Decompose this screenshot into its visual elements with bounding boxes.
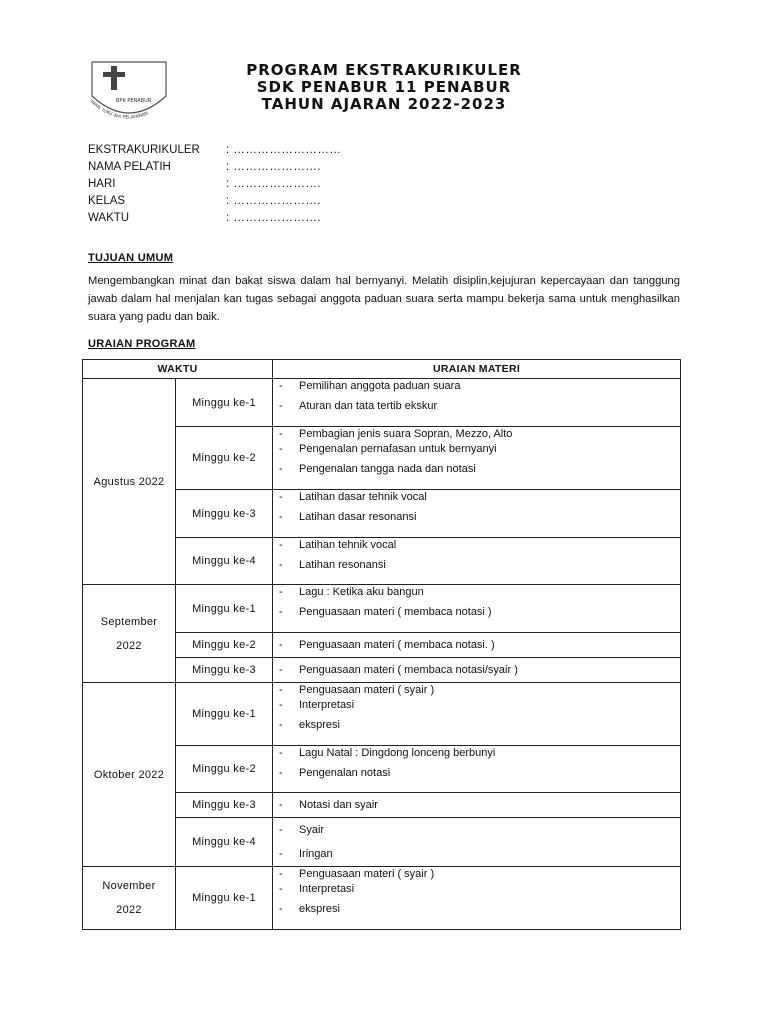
table-header-row bbox=[83, 360, 681, 379]
week-cell: Minggu ke-1 bbox=[176, 867, 273, 930]
materi-item: ekspresi bbox=[299, 719, 340, 731]
materi-cell: - Pembagian jenis suara Sopran, Mezzo, Alto - Pengenalan pernafasan untuk bernyanyi - Pengenalan tangga nada dan notasi bbox=[273, 427, 681, 490]
materi-item: Penguasaan materi ( membaca notasi ) bbox=[299, 606, 492, 618]
week-cell: Minggu ke-4 bbox=[176, 538, 273, 585]
info-label: HARI bbox=[88, 178, 116, 190]
materi-item: Pemilihan anggota paduan suara bbox=[299, 380, 461, 392]
month-cell bbox=[83, 867, 176, 930]
materi-item: Notasi dan syair bbox=[299, 799, 378, 811]
info-row bbox=[88, 210, 341, 227]
info-fields bbox=[88, 142, 341, 227]
week-cell: Minggu ke-3 bbox=[176, 490, 273, 538]
month-year: 2022 bbox=[116, 639, 142, 652]
month-year: 2022 bbox=[116, 904, 142, 916]
week-cell: Minggu ke-4 bbox=[176, 818, 273, 867]
info-value: : …………………. bbox=[226, 195, 322, 207]
info-label: EKSTRAKURIKULER bbox=[88, 144, 200, 156]
materi-item: Penguasaan materi ( syair ) bbox=[299, 684, 435, 696]
materi-cell: - Penguasaan materi ( membaca notasi. ) bbox=[273, 633, 681, 658]
col-materi-header: URAIAN MATERI bbox=[273, 360, 681, 379]
info-row bbox=[88, 176, 341, 193]
week-cell: Minggu ke-3 bbox=[176, 793, 273, 818]
info-value: : …………………. bbox=[226, 178, 322, 190]
week-cell: Minggu ke-1 bbox=[176, 683, 273, 746]
info-label: WAKTU bbox=[88, 212, 130, 224]
month-cell bbox=[83, 585, 176, 683]
materi-cell: - Lagu : Ketika aku bangun - Penguasaan materi ( membaca notasi ) bbox=[273, 585, 681, 633]
week-cell: Minggu ke-2 bbox=[176, 633, 273, 658]
materi-cell: - Lagu Natal : Dingdong lonceng berbunyi - Pengenalan notasi bbox=[273, 746, 681, 793]
program-table bbox=[82, 359, 681, 930]
info-value: : ……………………… bbox=[226, 144, 342, 156]
materi-item: Pengenalan notasi bbox=[299, 767, 391, 779]
month-cell: Agustus 2022 bbox=[83, 379, 176, 585]
info-label: NAMA PELATIH bbox=[88, 161, 171, 173]
month-name: September bbox=[100, 615, 158, 628]
materi-item: Pembagian jenis suara Sopran, Mezzo, Alto bbox=[299, 428, 513, 440]
materi-cell: - Penguasaan materi ( syair ) - Interpretasi - ekspresi bbox=[273, 867, 681, 930]
materi-item: Penguasaan materi ( syair ) bbox=[299, 868, 435, 880]
materi-item: Penguasaan materi ( membaca notasi/syair ) bbox=[299, 664, 518, 676]
materi-item: Latihan dasar tehnik vocal bbox=[299, 491, 427, 503]
materi-cell: - Latihan dasar tehnik vocal - Latihan dasar resonansi bbox=[273, 490, 681, 538]
materi-item: Pengenalan tangga nada dan notasi bbox=[299, 463, 476, 475]
materi-item: Latihan tehnik vocal bbox=[299, 539, 397, 551]
tujuan-text: Mengembangkan minat dan bakat siswa dalam hal bernyanyi. Melatih disiplin,kejujuran kepercayaan dan tanggung jawab dalam hal menjalan kan tugas sebagai anggota paduan suara serta mampu bekerja sama untuk menghasilkan suara yang padu dan baik. bbox=[88, 275, 680, 323]
info-value: : …………………. bbox=[226, 161, 322, 173]
week-cell: Minggu ke-1 bbox=[176, 585, 273, 633]
table-row bbox=[83, 867, 681, 930]
tujuan-heading: TUJUAN UMUM bbox=[88, 252, 174, 264]
materi-item: Lagu : Ketika aku bangun bbox=[299, 586, 424, 598]
table-row bbox=[83, 379, 681, 427]
materi-item: Syair bbox=[299, 824, 325, 836]
materi-cell: - Penguasaan materi ( membaca notasi/syair ) bbox=[273, 658, 681, 683]
materi-item: Iringan bbox=[299, 848, 333, 860]
uraian-heading: URAIAN PROGRAM bbox=[88, 338, 196, 350]
materi-cell: - Latihan tehnik vocal - Latihan resonansi bbox=[273, 538, 681, 585]
materi-cell: - Notasi dan syair bbox=[273, 793, 681, 818]
materi-cell: - Syair - Iringan bbox=[273, 818, 681, 867]
info-row bbox=[88, 142, 341, 159]
materi-cell: - Penguasaan materi ( syair ) - Interpretasi - ekspresi bbox=[273, 683, 681, 746]
materi-cell: - Pemilihan anggota paduan suara - Aturan dan tata tertib ekskur bbox=[273, 379, 681, 427]
logo-text-arc: IMAN, ILMU dan PELAYANAN bbox=[88, 99, 150, 121]
materi-item: Lagu Natal : Dingdong lonceng berbunyi bbox=[299, 747, 496, 759]
materi-item: Interpretasi bbox=[299, 699, 355, 711]
materi-item: Latihan resonansi bbox=[299, 559, 386, 571]
title-line-3: TAHUN AJARAN 2022-2023 bbox=[261, 95, 507, 113]
info-value: : …………………. bbox=[226, 212, 322, 224]
materi-item: Penguasaan materi ( membaca notasi. ) bbox=[299, 639, 495, 651]
week-cell: Minggu ke-2 bbox=[176, 427, 273, 490]
title-line-1: PROGRAM EKSTRAKURIKULER bbox=[246, 61, 522, 79]
materi-item: Aturan dan tata tertib ekskur bbox=[299, 400, 438, 412]
materi-item: Latihan dasar resonansi bbox=[299, 511, 417, 523]
month-name: November bbox=[102, 880, 156, 892]
title-line-2: SDK PENABUR 11 PENABUR bbox=[256, 78, 512, 96]
col-waktu-header: WAKTU bbox=[83, 360, 273, 379]
materi-item: Pengenalan pernafasan untuk bernyanyi bbox=[299, 443, 497, 455]
info-row bbox=[88, 159, 341, 176]
info-row bbox=[88, 193, 341, 210]
materi-item: ekspresi bbox=[299, 903, 340, 915]
month-cell: Oktober 2022 bbox=[83, 683, 176, 867]
week-cell: Minggu ke-3 bbox=[176, 658, 273, 683]
info-label: KELAS bbox=[88, 195, 126, 207]
page-title bbox=[0, 62, 768, 113]
week-cell: Minggu ke-1 bbox=[176, 379, 273, 427]
week-cell: Minggu ke-2 bbox=[176, 746, 273, 793]
table-row bbox=[83, 585, 681, 633]
materi-item: Interpretasi bbox=[299, 883, 355, 895]
logo-text-top: BPK PENABUR bbox=[116, 98, 152, 104]
table-row bbox=[83, 683, 681, 746]
